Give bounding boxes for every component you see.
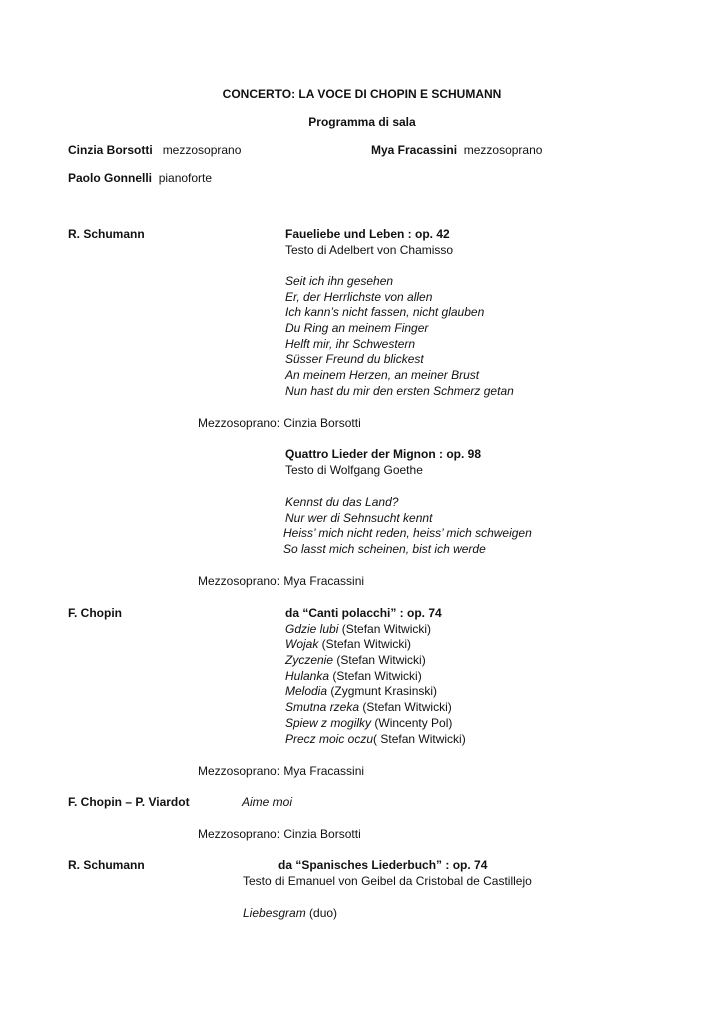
song-title: Helft mir, ihr Schwestern: [285, 337, 416, 351]
page-subtitle: Programma di sala: [308, 115, 416, 129]
performer-credit: Mezzosoprano: Cinzia Borsotti: [198, 827, 361, 841]
work-title: Quattro Lieder der Mignon : op. 98: [285, 447, 482, 461]
text-author: Testo di Adelbert von Chamisso: [285, 243, 454, 257]
song-title: Seit ich ihn gesehen: [285, 274, 394, 288]
text-author: Testo di Wolfgang Goethe: [285, 463, 423, 477]
performer-credit: Mezzosoprano: Mya Fracassini: [198, 574, 365, 588]
song-item: Precz moic oczu( Stefan Witwicki): [285, 732, 466, 746]
text-author: Testo di Emanuel von Geibel da Cristobal de Castillejo: [243, 874, 532, 888]
performer-role: pianoforte: [158, 171, 213, 185]
song-title: Süsser Freund du blickest: [285, 352, 424, 366]
song-title: Kennst du das Land?: [285, 495, 399, 509]
song-title: Heiss’ mich nicht reden, heiss’ mich schweigen: [283, 526, 532, 540]
song-title: So lasst mich scheinen, bist ich werde: [283, 542, 486, 556]
composer-label: R. Schumann: [68, 858, 145, 872]
song-item: Liebesgram (duo): [243, 906, 338, 920]
performer-role: mezzosoprano: [162, 143, 242, 157]
song-item: Gdzie lubi (Stefan Witwicki): [285, 622, 432, 636]
work-title: Faueliebe und Leben : op. 42: [285, 227, 450, 241]
performer-name: Mya Fracassini: [371, 143, 458, 157]
composer-label: F. Chopin: [68, 606, 122, 620]
song-item: Hulanka (Stefan Witwicki): [285, 669, 422, 683]
song-title: Nun hast du mir den ersten Schmerz getan: [285, 384, 514, 398]
performer-2: [371, 143, 542, 158]
performer-credit: Mezzosoprano: Cinzia Borsotti: [198, 416, 361, 430]
song-title: An meinem Herzen, an meiner Brust: [285, 368, 480, 382]
song-title: Nur wer di Sehnsucht kennt: [285, 511, 433, 525]
composer-label: R. Schumann: [68, 227, 145, 241]
work-title: da “Spanisches Liederbuch” : op. 74: [278, 858, 488, 872]
song-item: Melodia (Zygmunt Krasinski): [285, 684, 438, 698]
performer-name: Cinzia Borsotti: [68, 143, 153, 157]
performer-3: [68, 171, 212, 186]
performer-1: [68, 143, 241, 158]
performer-credit: Mezzosoprano: Mya Fracassini: [198, 764, 365, 778]
song-title: Er, der Herrlichste von allen: [285, 290, 433, 304]
song-item: Wojak (Stefan Witwicki): [285, 637, 412, 651]
performer-name: Paolo Gonnelli: [68, 171, 153, 185]
song-item: Smutna rzeka (Stefan Witwicki): [285, 700, 452, 714]
song-item: Zyczenie (Stefan Witwicki): [285, 653, 426, 667]
work-title: da “Canti polacchi” : op. 74: [285, 606, 442, 620]
work-title: Aime moi: [242, 795, 293, 809]
song-item: Spiew z mogilky (Wincenty Pol): [285, 716, 453, 730]
page-title: CONCERTO: LA VOCE DI CHOPIN E SCHUMANN: [222, 87, 502, 101]
performer-role: mezzosoprano: [463, 143, 543, 157]
song-title: Du Ring an meinem Finger: [285, 321, 429, 335]
composer-label: F. Chopin – P. Viardot: [68, 795, 190, 809]
song-title: Ich kann’s nicht fassen, nicht glauben: [285, 305, 485, 319]
